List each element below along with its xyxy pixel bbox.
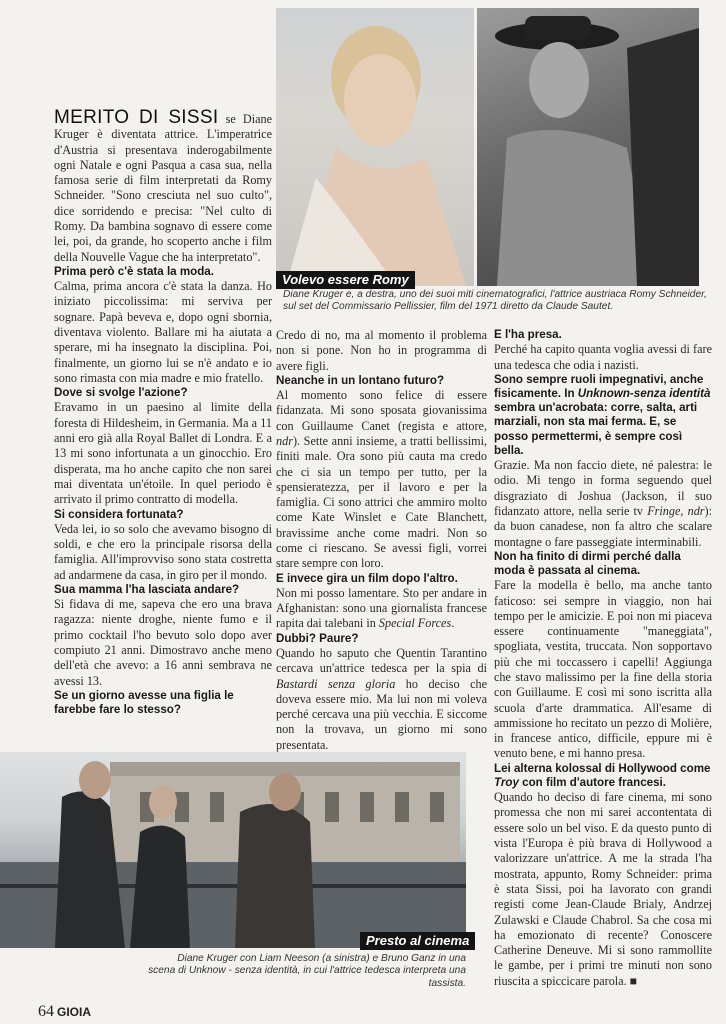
answer-10 [494, 458, 712, 550]
answer-5: Credo di no, ma al momento il problema non si pone. Non ho in programma di avere figli. [276, 328, 487, 373]
photo-movie-scene [0, 752, 466, 948]
article-column-2 [276, 328, 487, 753]
film-title-special-forces: Special Forces [378, 616, 452, 631]
answer-2: Eravamo in un paesino al limite della foresta di Hildesheim, in Germania. Ma a 11 anni ero già alla Royal Ballet di Londra. E a 13 mi sono infortunata a un ginocchio. Ero disperata, ma ho anche capito che non sarei mai diventata un'étoile. In quel periodo è arrivato il primo contratto di modella. [54, 400, 272, 507]
question-5: Se un giorno avesse una figlia le farebbe fare lo stesso? [54, 688, 234, 717]
question-1: Prima però c'è stata la moda. [54, 264, 214, 278]
film-title-troy: Troy [494, 775, 519, 789]
intro-paragraph [54, 107, 272, 265]
question-12 [494, 762, 712, 790]
answer-3: Veda lei, io so solo che avevamo bisogno di soldi, e che ero la principale risorsa della famiglia. All'improvviso sono stata costretta ad andarmene da casa, in giro per il mondo. [54, 521, 272, 582]
answer-4: Si fidava di me, sapeva che ero una brava ragazza: niente droghe, niente fumo e il primo cocktail l'ho bevuto solo dopo aver compiuto 21 anni. Dimostravo anche meno dell'età che avevo: a 16 anni sembrava ne avessi 13. [54, 597, 272, 688]
question-12-part-1: Lei alterna kolossal di Hollywood come [494, 761, 711, 775]
answer-8-part-2: ho deciso che doveva essere mio. Ma lui non mi voleva perché cercava una più vecchia. E siccome non la trovava, un giorno mi sono presentata. [276, 676, 487, 752]
romy-illustration [477, 8, 699, 286]
answer-6-part-1: Al momento sono felice di essere fidanzata. Mi sono sposata giovanissima con Guillaume Canet (regista e attore, [276, 388, 487, 433]
question-3: Si considera fortunata? [54, 507, 184, 521]
question-10-part-1: Sono sempre ruoli impegnativi, anche fisicamente. In [494, 372, 704, 400]
question-10-part-2: sembra un'acrobata: corre, salta, arti marziali, non sta mai ferma. E, se posso permettermi, è sempre così bella. [494, 401, 698, 457]
magazine-name: GIOIA [57, 1005, 92, 1019]
answer-6-ndr: ndr [276, 433, 293, 448]
answer-6 [276, 388, 487, 572]
answer-10-part-2: ): da buon canadese, non fa altro che scalare montagne o fare passeggiate interminabili. [494, 503, 712, 549]
answer-12-text: Quando ho deciso di fare cinema, mi sono promessa che non mi sarei accontentata di essere solo un bel viso. E da questo punto di vista l'Europa è più brava di Hollywood a valorizzare un'attrice. A me la strada l'ha mostrata, appunto, Romy Schneider: prima è stata Sissi, poi ha lavorato con grandi registi come Jean-Claude Brialy, Andrzej Zulawski e Claude Chabrol. Sa che cosa mi ha emozionato di recente? Conoscere Catherine Deneuve. Mi si sono rammollite le gambe, per i primi tre minuti non sono riuscita a spiccicare parola. [494, 790, 712, 988]
film-title-bastardi: Bastardi senza gloria [276, 676, 396, 691]
article-column-1 [54, 107, 272, 717]
question-10 [494, 373, 712, 458]
question-8: Dubbi? Paure? [276, 631, 359, 645]
end-mark: ■ [629, 973, 638, 988]
question-2: Dove si svolge l'azione? [54, 386, 188, 400]
answer-11: Fare la modella è bello, ma anche tanto faticoso: sei sempre in viaggio, non hai tempo per le amicizie. E poi non mi piaceva essere continuamente "maneggiata", spogliata, vestita, truccata. Non sopportavo più che mi toccassero i capelli! Aggiunga che stavo malissimo per la fine della storia con Guillaume. E così mi sono iscritta alla scuola d'arte drammatica. All'esame di ammissione ho recitato un pezzo di Molière, in francese antico, difficile, eppure mi è venuto bene, e mi hanno presa. [494, 578, 712, 761]
answer-7 [276, 586, 487, 632]
answer-9: Perché ha capito quanta voglia avessi di fare una tedesca che odia i nazisti. [494, 342, 712, 372]
article-headline: MERITO DI SISSI [54, 107, 219, 128]
portrait-illustration [276, 8, 474, 286]
answer-10-ndr: ndr [687, 503, 705, 518]
bottom-caption-title: Presto al cinema [360, 932, 475, 950]
question-6: Neanche in un lontano futuro? [276, 373, 445, 387]
film-title-unknown: Unknown-senza identità [577, 387, 711, 400]
top-caption-text: Diane Kruger e, a destra, uno dei suoi miti cinematografici, l'attrice austriaca Romy Schneider, sul set del Commissario Pellissier, film del 1971 diretto da Claude Sautet. [283, 289, 707, 313]
photo-diane-kruger [276, 8, 474, 286]
answer-7-part-2: . [451, 616, 455, 631]
show-title-fringe: Fringe [647, 503, 681, 518]
answer-12 [494, 790, 712, 989]
question-12-part-2: con film d'autore francesi. [518, 775, 666, 789]
page-footer [38, 1003, 91, 1021]
photo-romy-schneider [477, 8, 699, 286]
answer-10-part-1: Grazie. Ma non faccio diete, né palestra: le odio. Mi tengo in forma seguendo quel disgraziato di Joshua (Jackson, il suo fidanzato attore, nella serie tv [494, 458, 712, 518]
answer-8 [276, 646, 487, 753]
question-7: E invece gira un film dopo l'altro. [276, 571, 458, 585]
question-9: E l'ha presa. [494, 328, 562, 341]
page-number: 64 [38, 1003, 54, 1020]
answer-1: Calma, prima ancora c'è stata la danza. Ho iniziato piccolissima: mi serviva per sognare. Papà beveva e, dopo ogni sbornia, diventava violento. Ballare mi ha aiutata a sperare, mi ha insegnato la disciplina. Poi, finalmente, un giorno lui se n'è andato e io sono rimasta con mia madre e mio fratello. [54, 279, 272, 385]
answer-10-sep: , [680, 503, 688, 518]
answer-8-part-1: Quando ho saputo che Quentin Tarantino cercava un'attrice tedesca per la spia di [276, 645, 487, 676]
bottom-caption-text: Diane Kruger con Liam Neeson (a sinistra) e Bruno Ganz in una scena di Unknow - senza identità, in cui l'attrice tedesca interpreta una tassista. [148, 953, 466, 989]
question-4: Sua mamma l'ha lasciata andare? [54, 582, 240, 596]
intro-text: se Diane Kruger è diventata attrice. L'imperatrice d'Austria si presentava inderogabilmente ogni Natale e ogni Pasqua a casa sua, nella famosa serie di film interpretati da Romy Schneider. "Sono cresciuta nel suo culto", dice sorridendo e precisa: "Nel culto di Romy. Da bambina sognavo di essere come lei, poi, da grande, ho scoperto anche i film della Nouvelle Vague che ha interpretato". [54, 112, 272, 264]
question-11: Non ha finito di dirmi perché dalla moda è passata al cinema. [494, 549, 681, 577]
answer-7-part-1: Non mi posso lamentare. Sto per andare in Afghanistan: sono una giornalista francese rapita dai talebani in [276, 585, 487, 631]
answer-6-part-2: ). Sette anni insieme, a tratti bellissimi, finiti male. Ora sono più cauta ma credo che ci sia un tempo per tutto, per la spensieratezza, per il lavoro e per la famiglia. Ci sono attrici che ammiro molto come Kate Winslet e Cate Blanchett, bravissime anche come madri. Non so come ci riescano. Se avessi figli, vorrei stare sempre con loro. [276, 433, 487, 571]
article-column-3 [494, 328, 712, 989]
scene-illustration [0, 752, 466, 948]
top-caption-title: Volevo essere Romy [276, 271, 415, 289]
